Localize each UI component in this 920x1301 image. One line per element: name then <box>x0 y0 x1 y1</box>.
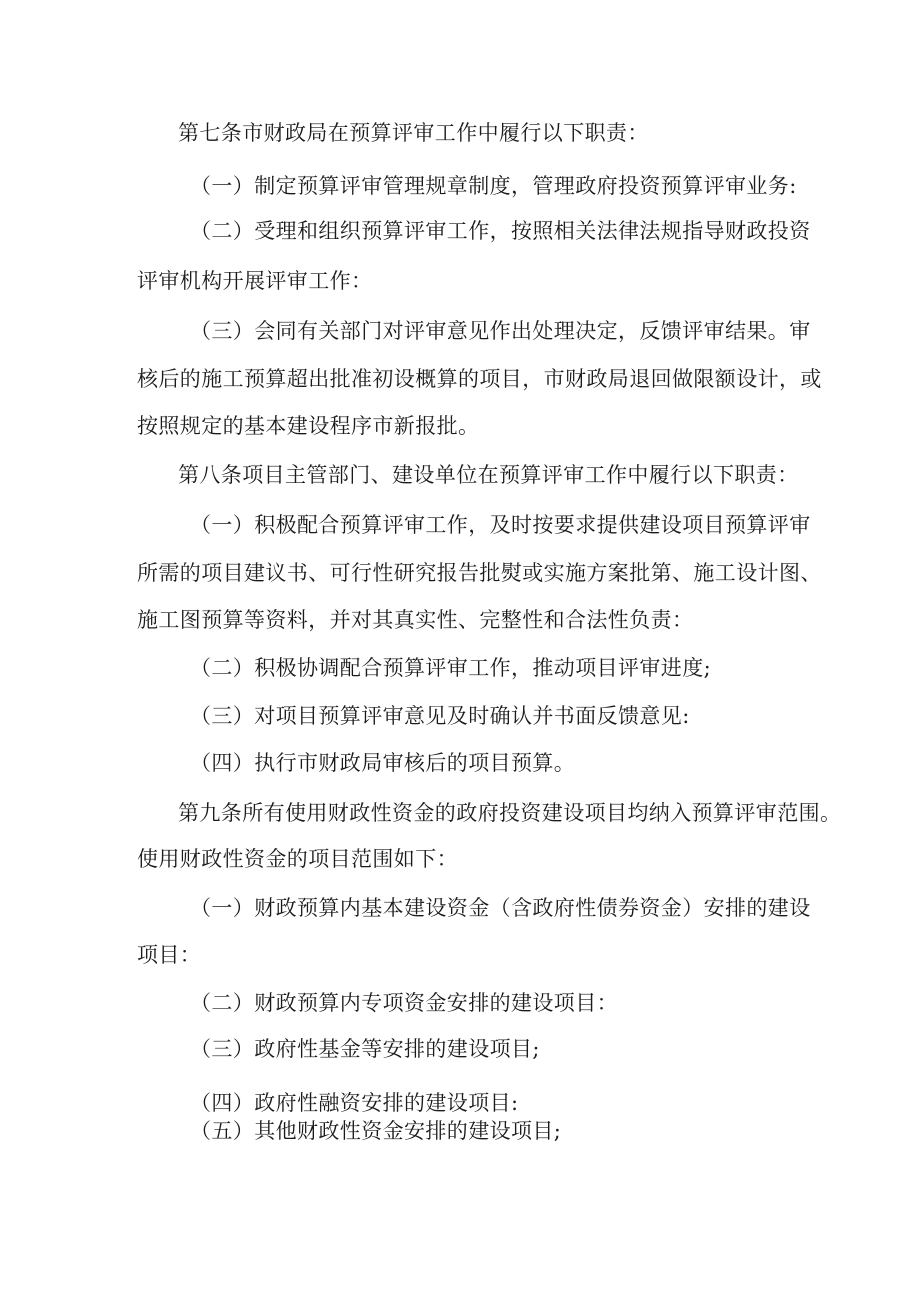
text-line: （三）对项目预算评审意见及时确认并书面反馈意见: <box>190 704 690 728</box>
text-line: 第九条所有使用财政性资金的政府投资建设项目均纳入预算评审范围。 <box>178 801 842 825</box>
text-line: （二）受理和组织预算评审工作，按照相关法律法规指导财政投资 <box>190 219 811 243</box>
text-line: （一）积极配合预算评审工作，及时按要求提供建设项目预算评审 <box>190 513 811 537</box>
text-line: （二）财政预算内专项资金安排的建设项目： <box>190 991 618 1015</box>
text-line: 按照规定的基本建设程序市新报批。 <box>137 414 480 438</box>
text-line: 使用财政性资金的项目范围如下： <box>137 847 458 871</box>
text-line: 项目： <box>137 943 202 967</box>
text-line: （三）会同有关部门对评审意见作出处理决定，反馈评审结果。审 <box>190 319 811 343</box>
text-line: （二）积极协调配合预算评审工作，推动项目评审进度; <box>190 656 712 680</box>
text-line: （五）其他财政性资金安排的建设项目; <box>190 1119 562 1143</box>
text-line: （一）财政预算内基本建设资金（含政府性债券资金）安排的建设 <box>190 896 811 920</box>
text-line: （三）政府性基金等安排的建设项目; <box>190 1037 540 1061</box>
text-line: 评审机构开展评审工作： <box>137 269 373 293</box>
text-line: 施工图预算等资料，并对其真实性、完整性和合法性负责： <box>137 608 694 632</box>
text-line: 第七条市财政局在预算评审工作中履行以下职责： <box>178 121 649 145</box>
text-line: （一）制定预算评审管理规章制度，管理政府投资预算评审业务: <box>190 174 797 198</box>
text-line: 所需的项目建议书、可行性研究报告批熨或实施方案批第、施工设计图、 <box>137 561 822 585</box>
text-line: 核后的施工预算超出批准初设概算的项目，市财政局退回做限额设计，或 <box>137 367 822 391</box>
text-line: （四）政府性融资安排的建设项目: <box>190 1091 519 1115</box>
text-line: 第八条项目主管部门、建设单位在预算评审工作中履行以下职责： <box>178 463 799 487</box>
text-line: （四）执行市财政局审核后的项目预算。 <box>190 751 576 775</box>
